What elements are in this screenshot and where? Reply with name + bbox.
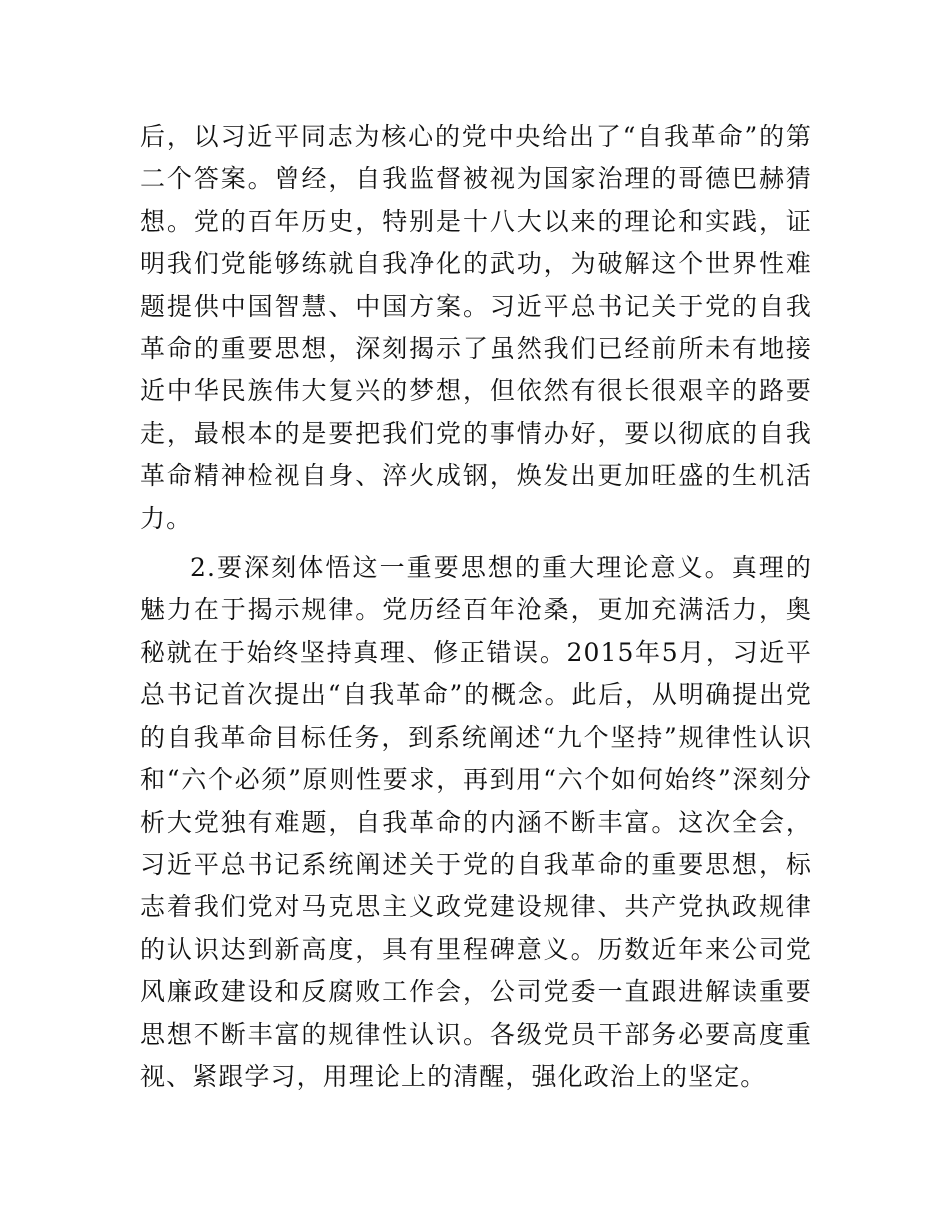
paragraph-continuation: 后，以习近平同志为核心的党中央给出了“自我革命”的第二个答案。曾经，自我监督被视为国家治理的哥德巴赫猜想。党的百年历史，特别是十八大以来的理论和实践，证明我们党能够练就自我净化的武功，为破解这个世界性难题提供中国智慧、中国方案。习近平总书记关于党的自我革命的重要思想，深刻揭示了虽然我们已经前所未有地接近中华民族伟大复兴的梦想，但依然有很长很艰辛的路要走，最根本的是要把我们党的事情办好，要以彻底的自我革命精神检视自身、淬火成钢，焕发出更加旺盛的生机活力。 (140, 122, 812, 533)
document-body (140, 116, 812, 1098)
paragraph-theory-significance: 2.要深刻体悟这一重要思想的重大理论意义。真理的魅力在于揭示规律。党历经百年沧桑，更加充满活力，奥秘就在于始终坚持真理、修正错误。2015年5月，习近平总书记首次提出“自我革命”的概念。此后，从明确提出党的自我革命目标任务，到系统阐述“九个坚持”规律性认识和“六个必须”原则性要求，再到用“六个如何始终”深刻分析大党独有难题，自我革命的内涵不断丰富。这次全会，习近平总书记系统阐述关于党的自我革命的重要思想，标志着我们党对马克思主义政党建设规律、共产党执政规律的认识达到新高度，具有里程碑意义。历数近年来公司党风廉政建设和反腐败工作会，公司党委一直跟进解读重要思想不断丰富的规律性认识。各级党员干部务必要高度重视、紧跟学习，用理论上的清醒，强化政治上的坚定。 (140, 553, 812, 1091)
